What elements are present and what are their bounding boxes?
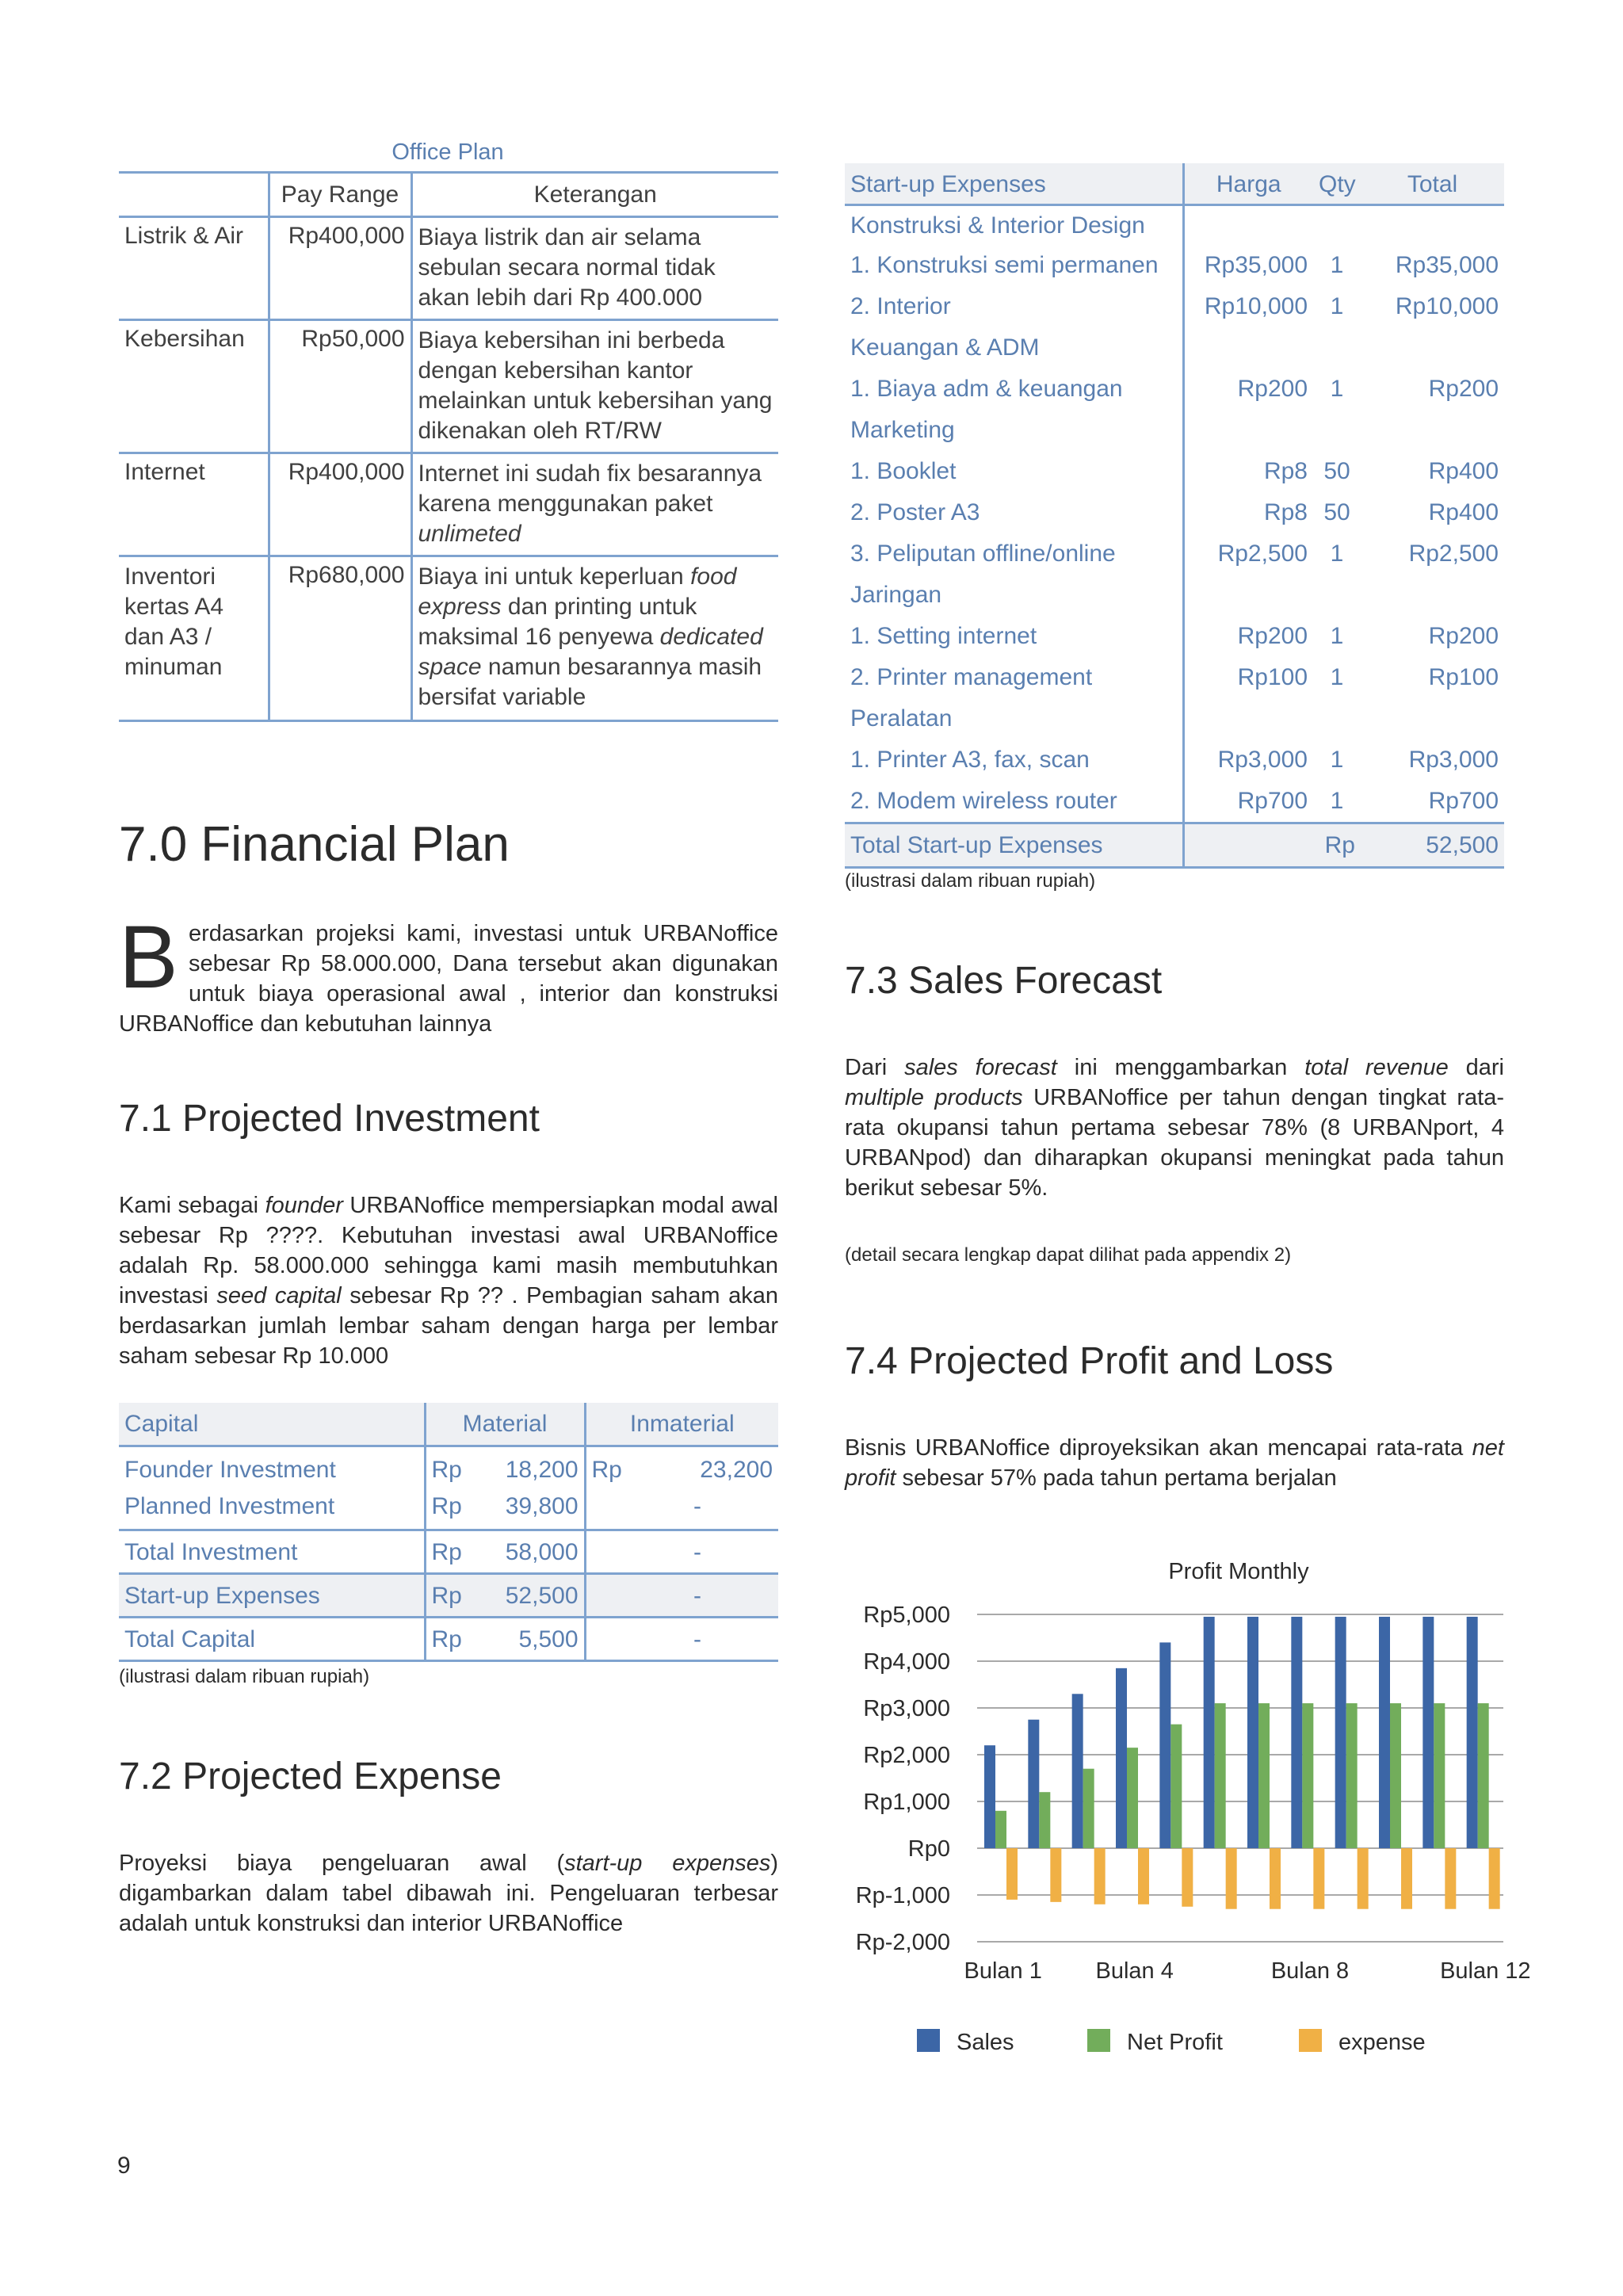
table-row — [119, 1488, 778, 1530]
section-73-note: (detail secara lengkap dapat dilihat pada appendix 2) — [845, 1244, 1292, 1266]
bar-net-profit — [995, 1811, 1006, 1848]
bar-expense — [1006, 1848, 1018, 1900]
bar-sales — [1159, 1642, 1170, 1848]
table-row — [119, 1617, 778, 1660]
startup-row-qty: 50 — [1323, 499, 1350, 525]
startup-row-harga: Rp700 — [1183, 781, 1313, 823]
office-plan-pay: Rp400,000 — [269, 217, 411, 320]
bar-net-profit — [1127, 1748, 1138, 1848]
startup-row-harga — [1183, 204, 1313, 246]
table-row — [845, 369, 1504, 411]
startup-row-total — [1361, 411, 1504, 452]
startup-row-qty: 1 — [1330, 376, 1344, 402]
startup-row-harga: Rp10,000 — [1183, 287, 1313, 328]
startup-row-item: 2. Modem wireless router — [850, 788, 1117, 814]
bar-expense — [1358, 1848, 1369, 1909]
bar-sales — [1335, 1617, 1346, 1848]
table-row — [845, 534, 1504, 575]
capital-row-currency: Rp — [425, 1446, 456, 1488]
x-tick-label: Bulan 8 — [1270, 1958, 1350, 1984]
capital-row-label: Planned Investment — [124, 1493, 335, 1519]
capital-row-label: Founder Investment — [124, 1456, 336, 1483]
startup-row-qty: 1 — [1330, 747, 1344, 773]
page-number: 9 — [117, 2153, 131, 2179]
startup-row-harga: Rp8 — [1183, 493, 1313, 534]
startup-row-total: Rp2,500 — [1408, 541, 1499, 567]
bar-expense — [1270, 1848, 1281, 1909]
table-row — [845, 328, 1504, 369]
legend-swatch — [1299, 2029, 1322, 2052]
startup-row-item: 1. Booklet — [850, 458, 957, 484]
capital-row-material: 18,200 — [505, 1456, 579, 1483]
startup-total-label: Total Start-up Expenses — [850, 831, 1103, 858]
bar-net-profit — [1478, 1703, 1489, 1848]
capital-row-currency: Rp — [425, 1530, 456, 1573]
bar-sales — [1379, 1617, 1390, 1848]
capital-row-currency-2: Rp — [585, 1446, 617, 1488]
startup-row-qty: 1 — [1330, 623, 1344, 649]
table-row — [119, 1573, 778, 1617]
office-plan-title: Office Plan — [391, 139, 504, 165]
capital-row-inmaterial: - — [693, 1493, 702, 1519]
table-row — [845, 699, 1504, 740]
startup-row-qty: 50 — [1323, 458, 1350, 484]
bar-expense — [1401, 1848, 1412, 1909]
capital-header-label: Capital — [124, 1411, 199, 1437]
table-row — [845, 493, 1504, 534]
legend-swatch — [917, 2029, 940, 2052]
startup-row-harga — [1183, 699, 1313, 740]
startup-row-item: 1. Konstruksi semi permanen — [850, 252, 1159, 278]
startup-row-qty: 1 — [1330, 664, 1344, 690]
startup-row-harga: Rp3,000 — [1183, 740, 1313, 781]
startup-row-qty — [1313, 575, 1361, 617]
office-plan-item: Kebersihan — [124, 326, 245, 352]
legend-swatch — [1087, 2029, 1110, 2052]
bar-expense — [1094, 1848, 1106, 1904]
startup-row-total — [1361, 699, 1504, 740]
section-70-text: erdasarkan projeksi kami, investasi untuk URBANoffice sebesar Rp 58.000.000, Dana tersebut akan digunakan untuk biaya operasional awal , interior dan konstruksi URBANoffice dan kebutuhan lainnya — [119, 921, 778, 1037]
bar-net-profit — [1215, 1703, 1226, 1848]
capital-row-label: Start-up Expenses — [124, 1582, 320, 1609]
table-row — [845, 287, 1504, 328]
y-tick-label: Rp-1,000 — [855, 1883, 950, 1908]
y-tick-label: Rp5,000 — [863, 1603, 950, 1628]
startup-row-qty: 1 — [1330, 788, 1344, 814]
startup-row-qty — [1313, 411, 1361, 452]
capital-row-currency-2 — [585, 1617, 617, 1660]
bar-sales — [1467, 1617, 1478, 1848]
startup-row-item: Peralatan — [850, 705, 953, 732]
startup-row-item: Marketing — [850, 417, 955, 443]
bar-expense — [1226, 1848, 1237, 1909]
y-tick-label: Rp1,000 — [863, 1790, 950, 1815]
startup-row-total: Rp3,000 — [1408, 747, 1499, 773]
startup-row-harga: Rp2,500 — [1183, 534, 1313, 575]
capital-table — [119, 1403, 778, 1662]
section-70-title: 7.0 Financial Plan — [119, 817, 510, 872]
bar-expense — [1445, 1848, 1456, 1909]
x-tick-label: Bulan 12 — [1440, 1958, 1531, 1984]
startup-row-total — [1361, 575, 1504, 617]
startup-row-harga: Rp200 — [1183, 617, 1313, 658]
bar-expense — [1182, 1848, 1193, 1907]
bar-net-profit — [1346, 1703, 1358, 1848]
section-71-title: 7.1 Projected Investment — [119, 1098, 540, 1140]
y-tick-label: Rp4,000 — [863, 1649, 950, 1675]
startup-header-item: Start-up Expenses — [850, 171, 1046, 197]
capital-row-inmaterial: - — [693, 1582, 702, 1609]
startup-row-total: Rp400 — [1428, 499, 1499, 525]
capital-row-currency-2 — [585, 1488, 617, 1530]
bar-expense — [1050, 1848, 1061, 1902]
startup-total-blank — [1183, 823, 1313, 867]
legend-label: expense — [1338, 2030, 1426, 2055]
y-tick-label: Rp2,000 — [863, 1743, 950, 1768]
startup-row-item: Jaringan — [850, 582, 942, 608]
capital-row-currency-2 — [585, 1530, 617, 1573]
startup-row-item: Keuangan & ADM — [850, 334, 1040, 361]
office-plan-pay: Rp680,000 — [269, 556, 411, 721]
capital-row-inmaterial: - — [693, 1538, 702, 1565]
bar-expense — [1313, 1848, 1324, 1909]
y-tick-label: Rp0 — [907, 1836, 950, 1862]
startup-row-harga: Rp8 — [1183, 452, 1313, 493]
startup-row-item: 1. Biaya adm & keuangan — [850, 376, 1123, 402]
capital-row-material: 52,500 — [505, 1582, 579, 1609]
section-74-title: 7.4 Projected Profit and Loss — [845, 1340, 1334, 1382]
office-plan-pay: Rp400,000 — [269, 453, 411, 556]
startup-row-harga — [1183, 328, 1313, 369]
table-row — [845, 658, 1504, 699]
legend-label: Net Profit — [1127, 2030, 1223, 2055]
startup-row-total: Rp200 — [1428, 623, 1499, 649]
startup-row-item: 3. Peliputan offline/online — [850, 541, 1116, 567]
section-73-text: Dari sales forecast ini menggambarkan total revenue dari multiple products URBANoffice per tahun dengan tingkat rata-rata okupansi tahun pertama sebesar 78% (8 URBANport, 4 URBANpod) dan diharapkan okupansi meningkat pada tahun berikut sebesar 5%. — [845, 1055, 1504, 1201]
capital-row-inmaterial: - — [693, 1626, 702, 1652]
bar-sales — [984, 1745, 995, 1848]
startup-row-item: Konstruksi & Interior Design — [850, 212, 1145, 239]
table-row — [845, 617, 1504, 658]
startup-row-item: 2. Printer management — [850, 664, 1093, 690]
startup-row-total — [1361, 328, 1504, 369]
capital-row-currency: Rp — [425, 1617, 456, 1660]
startup-table-note: (ilustrasi dalam ribuan rupiah) — [845, 870, 1096, 892]
capital-row-currency-2 — [585, 1573, 617, 1617]
section-74-text: Bisnis URBANoffice diproyeksikan akan mencapai rata-rata net profit sebesar 57% pada tahun pertama berjalan — [845, 1435, 1504, 1491]
office-plan-header-pay: Pay Range — [269, 173, 411, 217]
x-tick-label: Bulan 4 — [1095, 1958, 1174, 1984]
capital-row-currency: Rp — [425, 1573, 456, 1617]
section-70-dropcap: B — [119, 907, 178, 1007]
startup-total-value: 52,500 — [1426, 831, 1499, 858]
table-row — [119, 217, 778, 320]
section-73-title: 7.3 Sales Forecast — [845, 960, 1163, 1002]
startup-row-item: 2. Poster A3 — [850, 499, 980, 525]
capital-row-label: Total Capital — [124, 1626, 256, 1652]
capital-header-material: Material — [425, 1403, 585, 1446]
office-plan-header-desc: Keterangan — [411, 173, 778, 217]
legend-label: Sales — [957, 2030, 1014, 2055]
capital-header-inmaterial: Inmaterial — [585, 1403, 778, 1446]
startup-row-total — [1361, 204, 1504, 246]
startup-row-item: 1. Printer A3, fax, scan — [850, 747, 1090, 773]
startup-row-qty — [1313, 328, 1361, 369]
bar-expense — [1138, 1848, 1149, 1904]
table-row — [845, 452, 1504, 493]
table-row — [845, 740, 1504, 781]
startup-row-harga: Rp35,000 — [1183, 246, 1313, 287]
bar-sales — [1247, 1617, 1258, 1848]
section-72-title: 7.2 Projected Expense — [119, 1755, 502, 1797]
office-plan-desc: Internet ini sudah fix besarannya karena menggunakan paket unlimeted — [411, 453, 778, 556]
table-row — [119, 1446, 778, 1488]
capital-row-material: 39,800 — [505, 1493, 579, 1519]
bar-sales — [1116, 1668, 1127, 1848]
startup-row-total: Rp200 — [1428, 376, 1499, 402]
startup-row-item: 1. Setting internet — [850, 623, 1037, 649]
capital-row-inmaterial: 23,200 — [700, 1456, 773, 1483]
startup-header-qty: Qty — [1319, 171, 1356, 197]
y-tick-label: Rp3,000 — [863, 1696, 950, 1721]
office-plan-item: Internet — [124, 459, 205, 485]
startup-row-item: 2. Interior — [850, 293, 951, 319]
office-plan-table — [119, 171, 778, 722]
startup-row-qty — [1313, 699, 1361, 740]
table-row — [845, 411, 1504, 452]
bar-net-profit — [1083, 1769, 1094, 1848]
capital-table-note: (ilustrasi dalam ribuan rupiah) — [119, 1666, 370, 1687]
startup-header-harga: Harga — [1183, 163, 1313, 204]
capital-row-material: 5,500 — [518, 1626, 579, 1652]
startup-row-total: Rp10,000 — [1395, 293, 1499, 319]
startup-row-harga — [1183, 411, 1313, 452]
table-row — [119, 556, 778, 721]
startup-total-row — [845, 823, 1504, 867]
bar-sales — [1028, 1720, 1039, 1848]
startup-row-qty: 1 — [1330, 252, 1344, 278]
capital-row-label: Total Investment — [124, 1538, 298, 1565]
y-tick-label: Rp-2,000 — [855, 1930, 950, 1955]
table-row — [119, 453, 778, 556]
startup-row-total: Rp700 — [1428, 788, 1499, 814]
bar-net-profit — [1434, 1703, 1445, 1848]
startup-row-qty: 1 — [1330, 541, 1344, 567]
startup-expenses-table — [845, 163, 1504, 869]
bar-expense — [1489, 1848, 1500, 1909]
startup-row-harga — [1183, 575, 1313, 617]
chart-title: Profit Monthly — [1168, 1559, 1309, 1584]
bar-net-profit — [1302, 1703, 1313, 1848]
bar-sales — [1291, 1617, 1302, 1848]
startup-total-currency: Rp — [1324, 831, 1355, 858]
office-plan-desc: Biaya listrik dan air selama sebulan secara normal tidak akan lebih dari Rp 400.000 — [411, 217, 778, 320]
bar-net-profit — [1170, 1725, 1182, 1848]
office-plan-item: Inventori kertas A4 dan A3 / minuman — [124, 563, 224, 680]
table-row — [845, 781, 1504, 823]
capital-row-material: 58,000 — [505, 1538, 579, 1565]
office-plan-header-blank — [119, 173, 269, 217]
startup-row-qty: 1 — [1330, 293, 1344, 319]
bar-sales — [1423, 1617, 1434, 1848]
table-row — [845, 204, 1504, 246]
startup-row-harga: Rp200 — [1183, 369, 1313, 411]
startup-row-total: Rp400 — [1428, 458, 1499, 484]
bar-sales — [1204, 1617, 1215, 1848]
startup-row-total: Rp100 — [1428, 664, 1499, 690]
bar-sales — [1072, 1694, 1083, 1848]
startup-row-total: Rp35,000 — [1395, 252, 1499, 278]
office-plan-item: Listrik & Air — [124, 223, 244, 249]
startup-row-harga: Rp100 — [1183, 658, 1313, 699]
bar-net-profit — [1039, 1792, 1050, 1848]
office-plan-desc: Biaya ini untuk keperluan food express dan printing untuk maksimal 16 penyewa dedicated space namun besarannya masih bersifat variable — [411, 556, 778, 721]
office-plan-pay: Rp50,000 — [269, 320, 411, 453]
table-row — [119, 1530, 778, 1573]
startup-row-qty — [1313, 204, 1361, 246]
office-plan-desc: Biaya kebersihan ini berbeda dengan kebersihan kantor melainkan untuk kebersihan yang dikenakan oleh RT/RW — [411, 320, 778, 453]
capital-row-currency: Rp — [425, 1488, 456, 1530]
bar-net-profit — [1258, 1703, 1270, 1848]
profit-monthly-chart — [832, 1538, 1545, 2076]
table-row — [119, 320, 778, 453]
table-row — [845, 246, 1504, 287]
bar-net-profit — [1390, 1703, 1401, 1848]
section-71-text: Kami sebagai founder URBANoffice mempersiapkan modal awal sebesar Rp ????. Kebutuhan investasi awal URBANoffice adalah Rp. 58.000.000 sehingga kami masih membutuhkan investasi seed capital sebesar Rp ?? . Pembagian saham akan berdasarkan jumlah lembar saham dengan harga per lembar saham sebesar Rp 10.000 — [119, 1193, 778, 1369]
table-row — [845, 575, 1504, 617]
x-tick-label: Bulan 1 — [964, 1958, 1042, 1984]
section-72-text: Proyeksi biaya pengeluaran awal (start-up expenses) digambarkan dalam tabel dibawah ini. Pengeluaran terbesar adalah untuk konstruksi dan interior URBANoffice — [119, 1851, 779, 1936]
startup-header-total: Total — [1407, 171, 1458, 197]
